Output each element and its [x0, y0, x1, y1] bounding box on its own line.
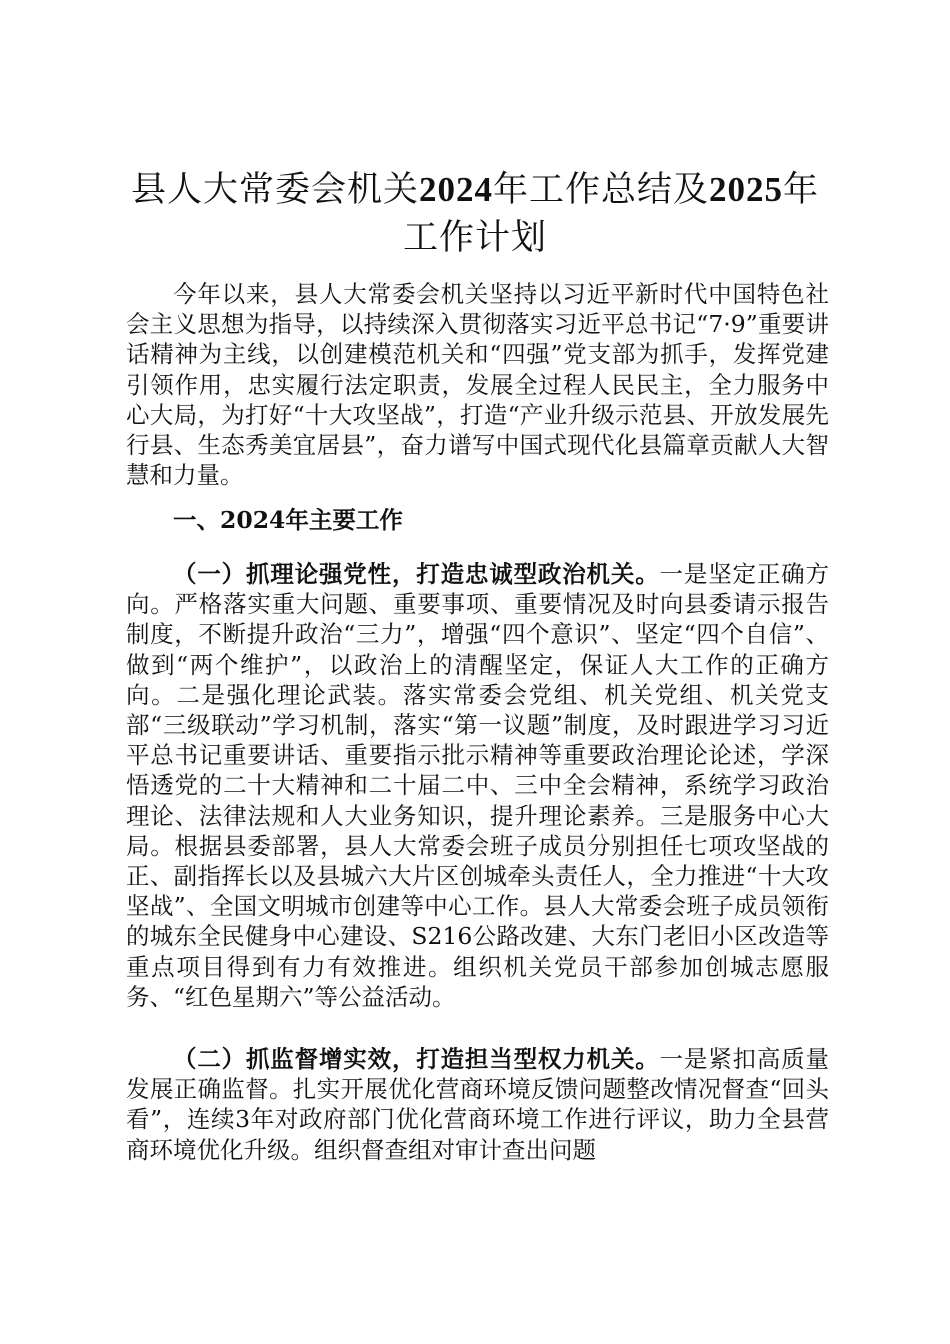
subsection-2-heading: （二）抓监督增实效，打造担当型权力机关。	[173, 1045, 660, 1073]
title-line-2: 工作计划	[402, 218, 547, 258]
subsection-2-paragraph	[126, 1044, 829, 1165]
intro-paragraph: 今年以来，县人大常委会机关坚持以习近平新时代中国特色社会主义思想为指导，以持续深入贯彻落实习近平总书记“7·9”重要讲话精神为主线，以创建模范机关和“四强”党支部为抓手，发挥党建引领作用，忠实履行法定职责，发展全过程人民民主，全力服务中心大局，为打好“十大攻坚战”，打造“产业升级示范县、开放发展先行县、生态秀美宜居县”，奋力谱写中国式现代化县篇章贡献人大智慧和力量。	[126, 280, 829, 490]
title-part-e: 年	[783, 170, 820, 210]
subsection-1-body: 一是坚定正确方向。严格落实重大问题、重要事项、重要情况及时向县委请示报告制度，不断提升政治“三力”，增强“四个意识”、坚定“四个自信”、做到“两个维护”，以政治上的清醒坚定，保证人大工作的正确方向。二是强化理论武装。落实常委会党组、机关党组、机关党支部“三级联动”学习机制，落实“第一议题”制度，及时跟进学习习近平总书记重要讲话、重要指示批示精神等重要政治理论论述，学深悟透党的二十大精神和二十届二中、三中全会精神，系统学习政治理论、法律法规和人大业务知识，提升理论素养。三是服务中心大局。根据县委部署，县人大常委会班子成员分别担任七项攻坚战的正、副指挥长以及县城六大片区创城牵头责任人，全力推进“十大攻坚战”、全国文明城市创建等中心工作。县人大常委会班子成员领衔的城东全民健身中心建设、S216公路改建、大东门老旧小区改造等重点项目得到有力有效推进。组织机关党员干部参加创城志愿服务、“红色星期六”等公益活动。	[126, 560, 830, 1011]
subsection-2-body: 一是紧扣高质量发展正确监督。扎实开展优化营商环境反馈问题整改情况督查“回头看”，连续3年对政府部门优化营商环境工作进行评议，助力全县营商环境优化升级。组织督查组对审计查出问题	[126, 1045, 830, 1164]
title-part-a: 县人大常委会机关	[130, 170, 419, 210]
title-year-2025: 2025	[709, 170, 783, 209]
subsection-1-heading: （一）抓理论强党性，打造忠诚型政治机关。	[173, 560, 660, 588]
document-title	[120, 166, 830, 262]
title-part-c: 年工作总结及	[492, 170, 709, 210]
section-1-heading: 一、2024年主要工作	[173, 506, 403, 534]
subsection-1-paragraph	[126, 559, 829, 1012]
title-year-2024: 2024	[418, 170, 493, 209]
